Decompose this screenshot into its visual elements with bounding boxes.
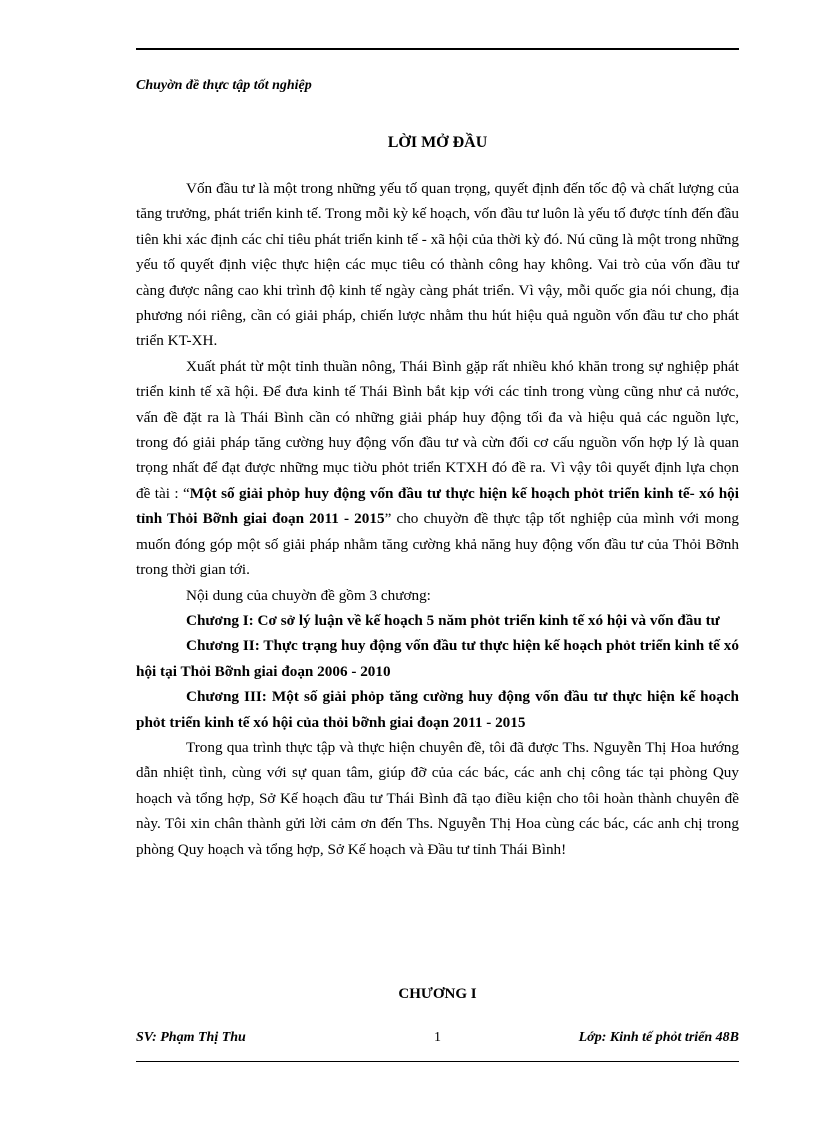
paragraph-2-text: Xuất phát từ một tỉnh thuần nông, Thái Bình gặp rất nhiều khó khăn trong sự nghiệp phát triển kinh tế xã hội. Để đưa kinh tế Thái Bình bắt kịp với các tỉnh trong vùng cũng như cả nước, vấn đề đặt ra là Thái Bình cần có những giải pháp huy động tối đa và hiệu quả các nguồn lực, trong đó giải pháp tăng cường huy động vốn đầu tư và cừn đối cơ cấu nguồn vốn hợp lý là quan trọng nhất để đạt được những mục tiờu phỏt triển KTXH đó đề ra. Vì vậy tôi quyết định lựa chọn đề tài : “ [136, 357, 739, 502]
paragraph-4: Trong qua trình thực tập và thực hiện chuyên đề, tôi đã được Ths. Nguyễn Thị Hoa hướng dẫn nhiệt tình, cùng với sự quan tâm, giúp đỡ của các bác, các anh chị công tác tại phòng Quy hoạch và tổng hợp, Sở Kế hoạch đầu tư Thái Bình đã tạo điều kiện cho tôi hoàn thành chuyên đề này. Tôi xin chân thành gửi lời cảm ơn đến Ths. Nguyễn Thị Hoa cùng các bác, các anh chị trong phòng Quy hoạch và tổng hợp, Sở Kế hoạch và Đầu tư tỉnh Thái Bình! [136, 738, 739, 858]
body-text [136, 176, 739, 862]
chapter-3-summary: Chương III: Một số giải phỏp tăng cường huy động vốn đầu tư thực hiện kế hoạch phỏt triển kinh tế xó hội của thỏi bỡnh giai đoạn 2011 - 2015 [136, 688, 739, 731]
paragraph-2 [136, 354, 739, 583]
footer-student: SV: Phạm Thị Thu [136, 1030, 246, 1045]
page-footer [136, 1030, 739, 1050]
thesis-topic: Một số giải phỏp huy động vốn đầu tư thực hiện kế hoạch phỏt triển kinh tế- xó hội tỉnh Thỏi Bỡnh giai đoạn 2011 - 2015 [136, 484, 739, 528]
running-header: Chuyờn đề thực tập tốt nghiệp [136, 78, 312, 93]
page-number: 1 [434, 1030, 441, 1045]
paragraph-1: Vốn đầu tư là một trong những yếu tố quan trọng, quyết định đến tốc độ và chất lượng của tăng trưởng, phát triển kinh tế. Trong mỗi kỳ kế hoạch, vốn đầu tư luôn là yếu tố được tính đến đầu tiên khi xác định các chỉ tiêu phát triển kinh tế - xã hội của thời kỳ đó. Nú cũng là một trong những yếu tố quyết định việc thực hiện các mục tiêu có thành công hay không. Vai trò của vốn đầu tư càng được nâng cao khi trình độ kinh tế ngày càng phát triển. Vì vậy, mỗi quốc gia nói chung, địa phương nói riêng, cần có giải pháp, chiến lược nhằm thu hút hiệu quả nguồn vốn đầu tư cho phát triển KT-XH. [136, 180, 739, 350]
paragraph-3: Nội dung của chuyờn đề gồm 3 chương: [186, 586, 431, 604]
chapter-heading: CHƯƠNG I [398, 986, 477, 1002]
paragraph-2-end: ” cho chuyờn đề thực tập tốt nghiệp của mình với mong muốn đóng góp một số giải pháp nhằm tăng cường khả năng huy động vốn đầu tư của Thỏi Bỡnh trong thời gian tới. [136, 510, 739, 579]
chapter-1-summary: Chương I: Cơ sở lý luận về kế hoạch 5 năm phỏt triển kinh tế xó hội và vốn đầu tư [186, 611, 720, 629]
header-rule [136, 48, 739, 50]
footer-rule [136, 1061, 739, 1062]
chapter-2-summary: Chương II: Thực trạng huy động vốn đầu tư thực hiện kế hoạch phỏt triển kinh tế xó hội tại Thỏi Bỡnh giai đoạn 2006 - 2010 [136, 637, 739, 680]
section-heading: LỜI MỞ ĐẦU [387, 134, 488, 151]
footer-class: Lớp: Kinh tế phỏt triển 48B [578, 1030, 739, 1045]
